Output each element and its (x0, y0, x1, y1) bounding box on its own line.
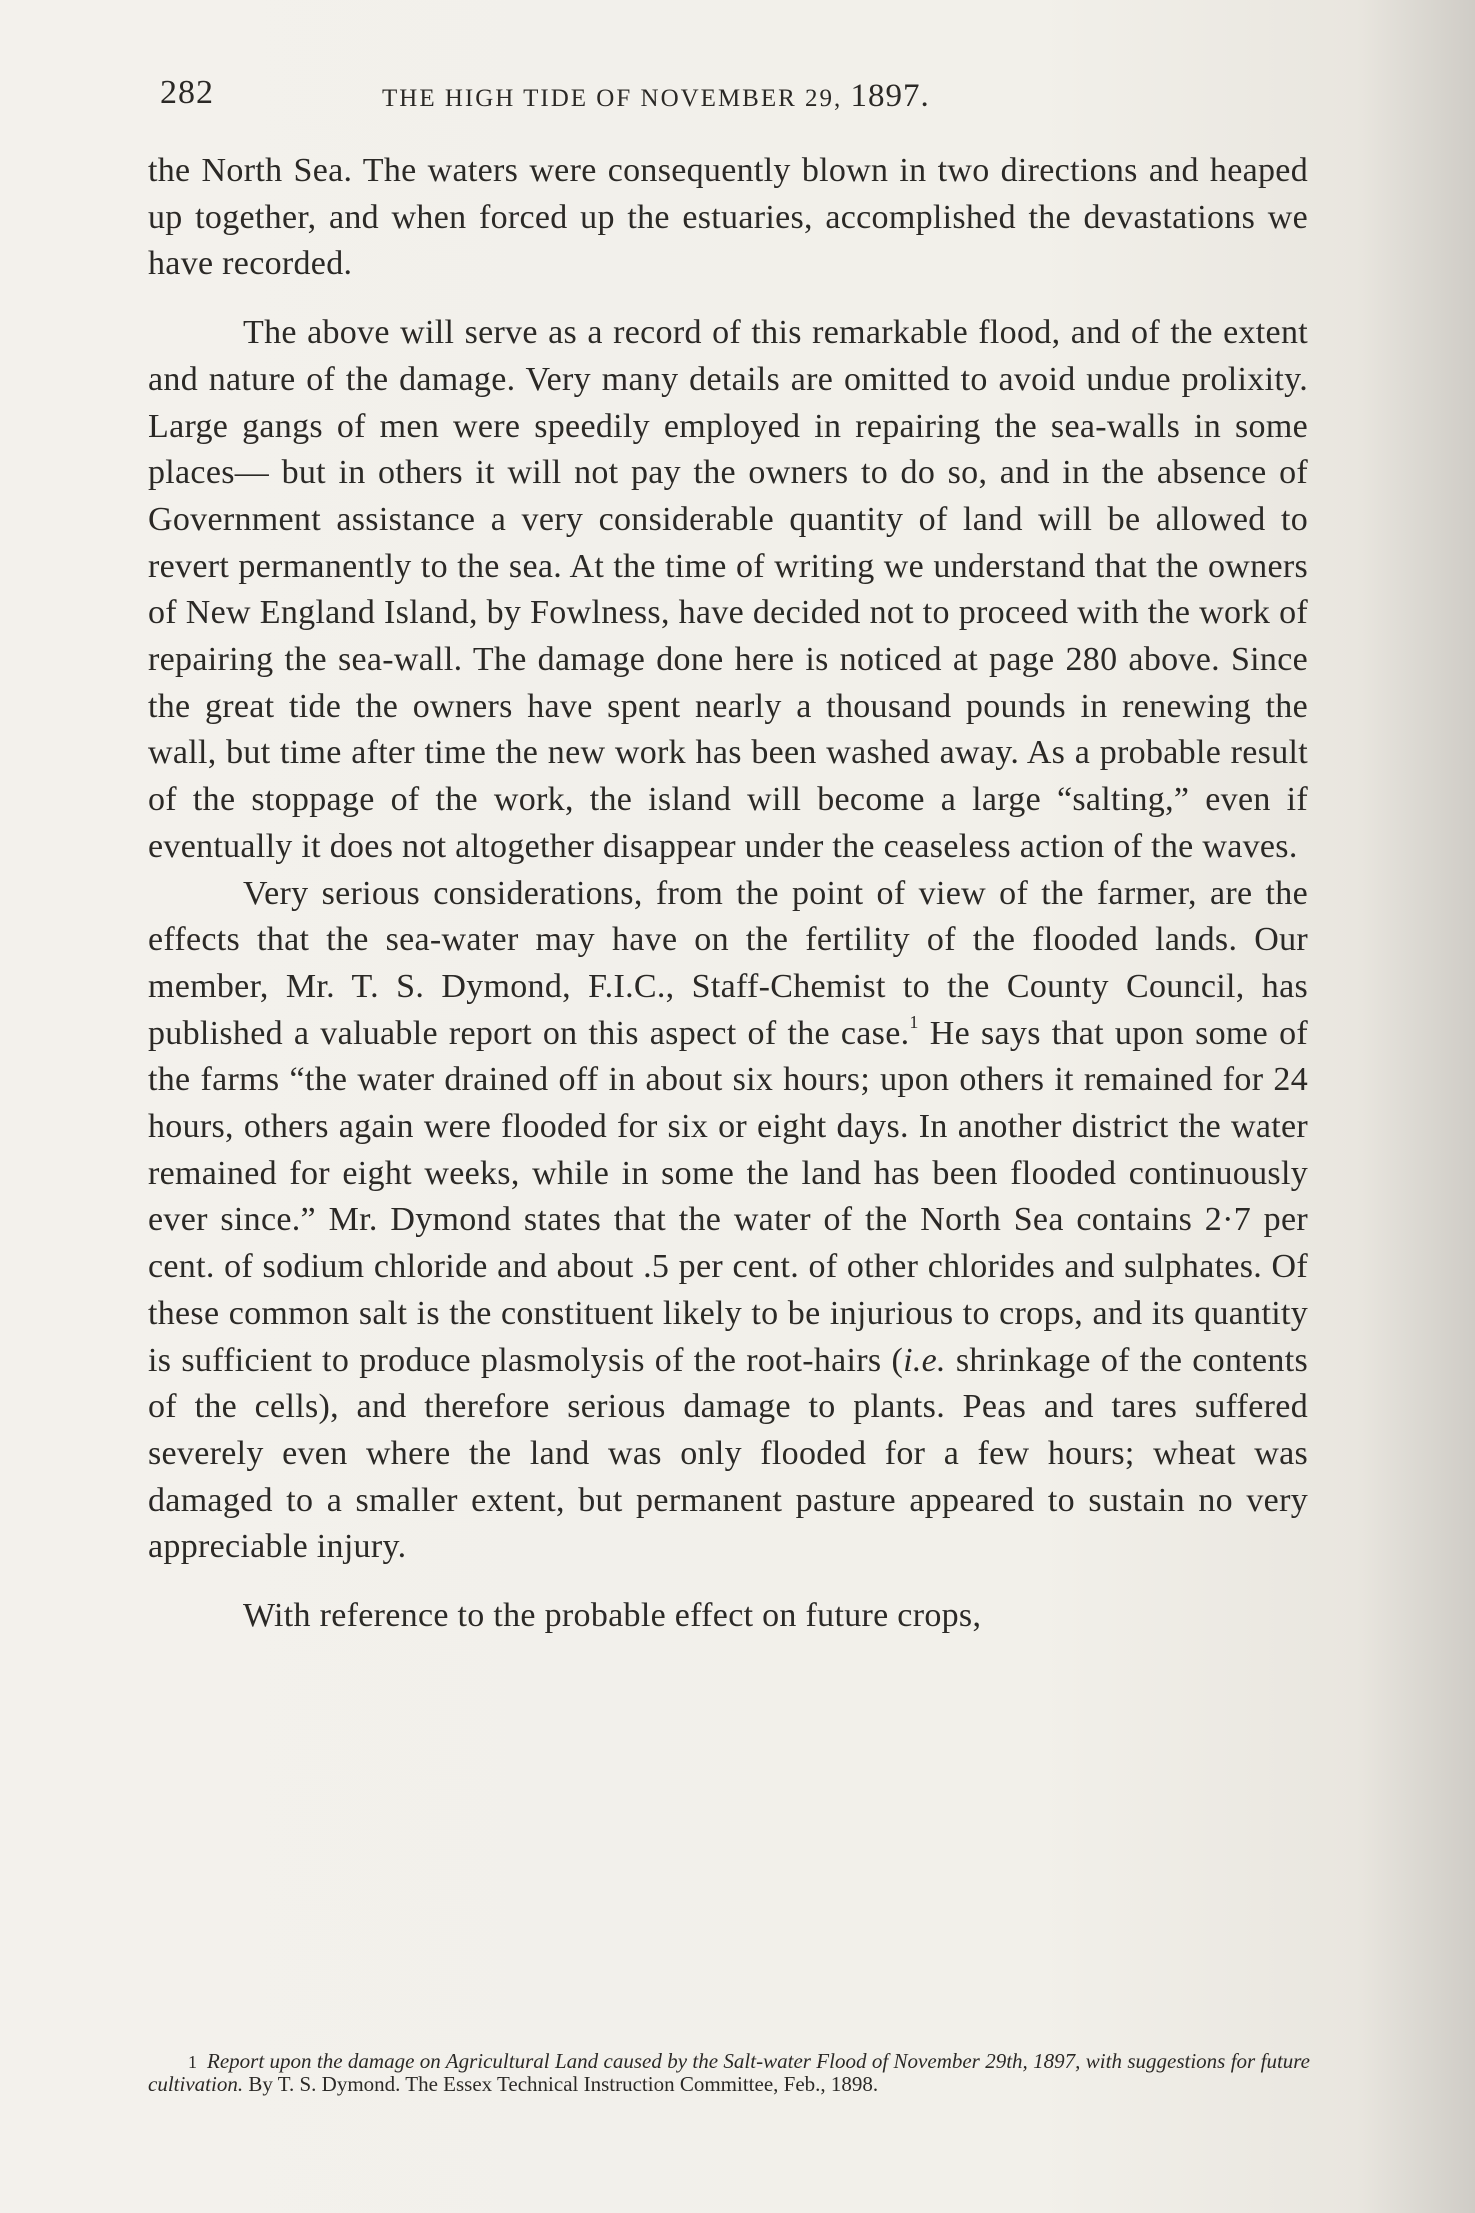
paragraph-3-part-b: He says that upon some of the farms “the water drained off in about six hours; upon others it remained for 24 hours, others again were flooded for six or eight days. In another district the water remained for eight weeks, while in some the land has been flooded continuously ever since.” Mr. Dymond states that the water of the North Sea contains 2·7 per cent. of sodium chloride and about .5 per cent. of other chlorides and sulphates. Of these common salt is the constituent likely to be injurious to crops, and its quantity is sufficient to produce plasmolysis of the root-hairs ( (148, 1014, 1308, 1379)
running-header (160, 74, 1310, 118)
footnote-reference: 1 (909, 1011, 919, 1032)
paragraph-3-part-a: Very serious considerations, from the point of view of the farmer, are the effects that the sea-water may have on the fertility of the flooded lands. Our member, Mr. T. S. Dymond, F.I.C., Staff-Chemist to the County Council, has published a valuable report on this aspect of the case. (148, 874, 1308, 1052)
footnote-title: Report upon the damage on Agricultural Land caused by the Salt-water Flood of November 29th, 1897, with suggestions for future cultivation. (148, 2049, 1310, 2096)
paragraph-4: With reference to the probable effect on future crops, (243, 1597, 982, 1635)
footnote-mark: 1 (188, 2052, 197, 2072)
footnote (148, 2050, 1310, 2095)
paragraph-2: The above will serve as a record of this remarkable flood, and of the extent and nature of the damage. Very many details are omitted to avoid undue prolixity. Large gangs of men were speedily employed in repairing the sea-walls in some places— but in others it will not pay the owners to do so, and in the absence of Government assistance a very considerable quantity of land will be allowed to revert permanently to the sea. At the time of writing we understand that the owners of New England Island, by Fowlness, have decided not to proceed with the work of repairing the sea-wall. The damage done here is noticed at page 280 above. Since the great tide the owners have spent nearly a thousand pounds in renewing the wall, but time after time the new work has been washed away. As a probable result of the stoppage of the work, the island will become a large “salting,” even if eventually it does not altogether disappear under the ceaseless action of the waves. (148, 314, 1308, 865)
body-text (148, 148, 1308, 1640)
paragraph-1: the North Sea. The waters were consequently blown in two directions and heaped up together, and when forced up the estuaries, accomplished the devastations we have recorded. (148, 152, 1308, 283)
paragraph-3-part-c: shrinkage of the contents of the cells), and therefore serious damage to plants. Peas and tares suffered severely even where the land was only flooded for a few hours; wheat was damaged to a smaller extent, but permanent pasture appeared to sustain no very appreciable injury. (148, 1341, 1308, 1566)
running-title-text: THE HIGH TIDE OF NOVEMBER 29, (382, 85, 843, 112)
page-number: 282 (160, 74, 214, 111)
running-title (382, 78, 930, 115)
footnote-publication: By T. S. Dymond. The Essex Technical Instruction Committee, Feb., 1898. (243, 2072, 879, 2096)
paragraph-3-ie: i.e. (903, 1341, 946, 1379)
paragraph-3 (148, 871, 1308, 1572)
running-title-year: 1897. (850, 78, 930, 114)
